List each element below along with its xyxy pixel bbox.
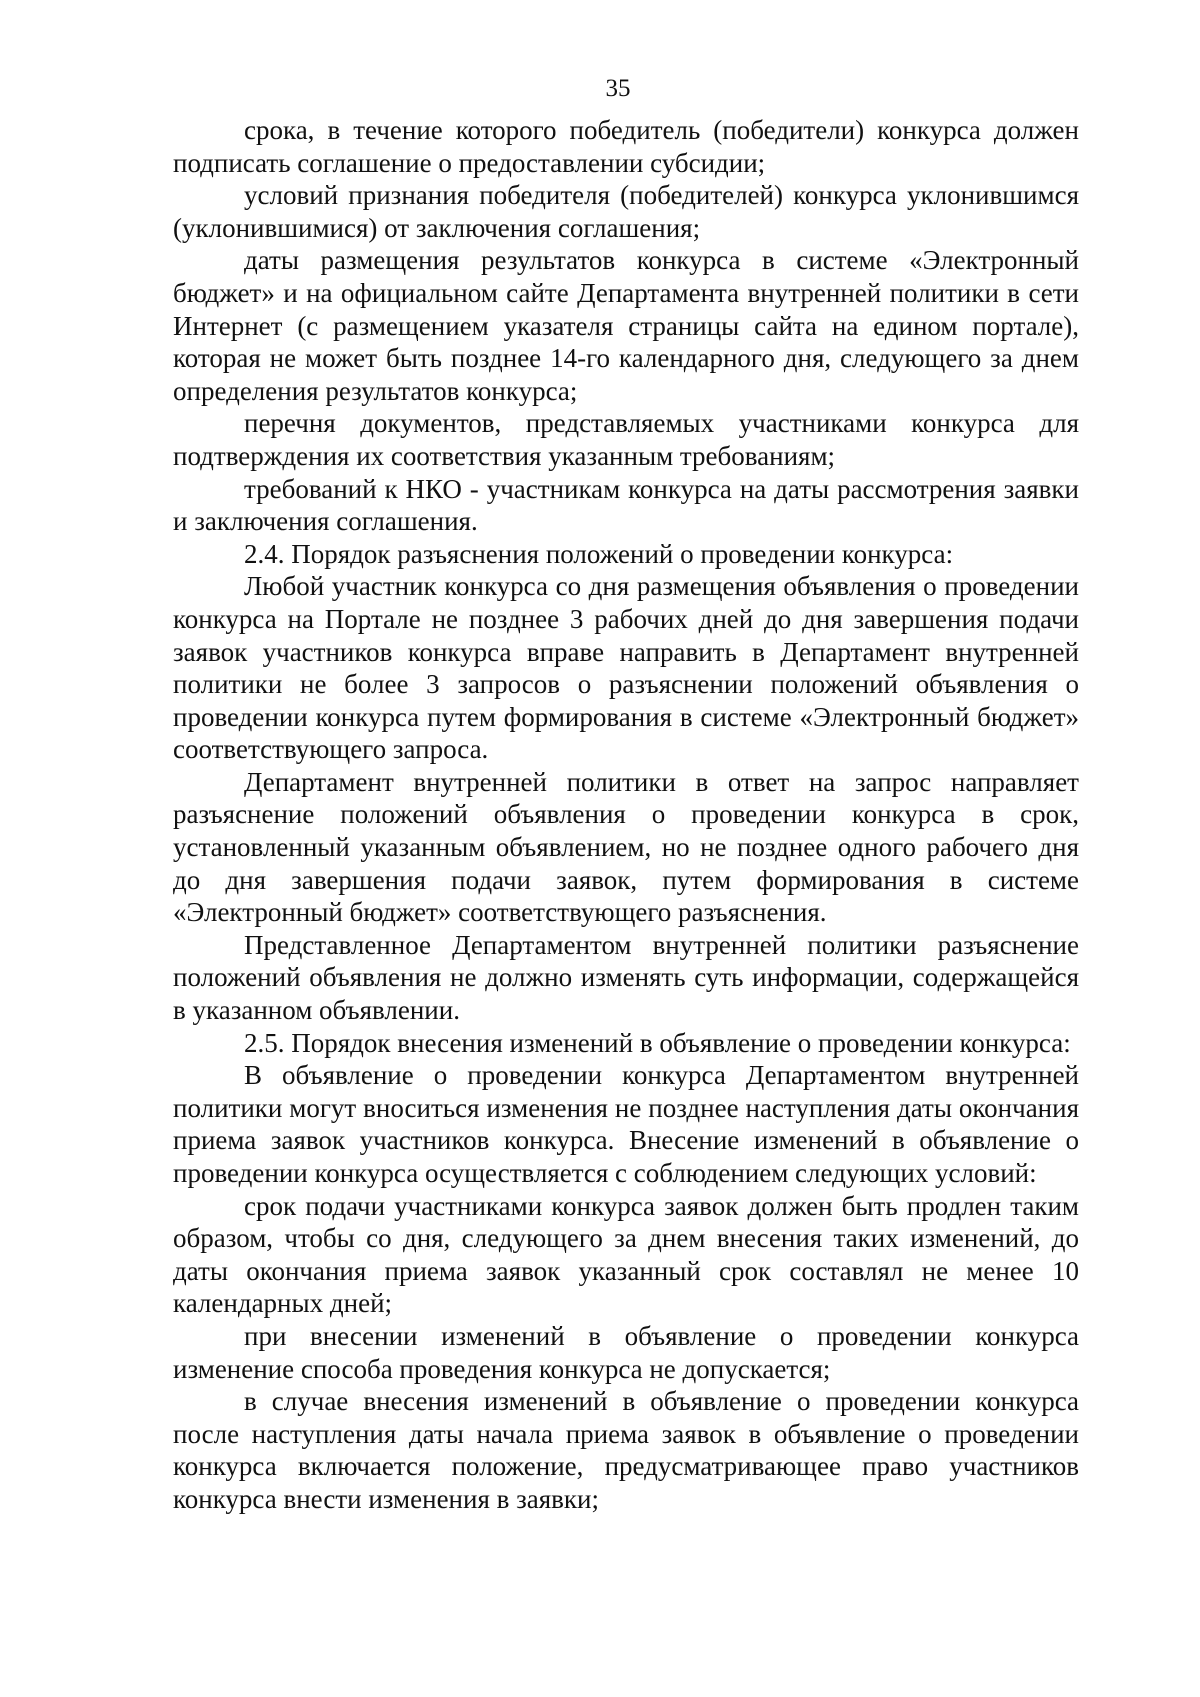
- paragraph-9: Представленное Департаментом внутренней политики разъяснение положений объявления не должно изменять суть информации, содержащейся в указанном объявлении.: [173, 929, 1079, 1026]
- page-number: 35: [605, 75, 631, 102]
- paragraph-8: Департамент внутренней политики в ответ на запрос направляет разъяснение положений объявления о проведении конкурса в срок, установленный указанным объявлением, но не позднее одного рабочего дня до дня завершения подачи заявок, путем формирования в системе «Электронный бюджет» соответствующего разъяснения.: [173, 766, 1079, 928]
- section-heading-2-5: 2.5. Порядок внесения изменений в объявление о проведении конкурса:: [244, 1027, 1071, 1058]
- document-body: [173, 114, 1079, 1516]
- paragraph-14: в случае внесения изменений в объявление о проведении конкурса после наступления даты начала приема заявок в объявление о проведении конкурса включается положение, предусматривающее право участников конкурса внести изменения в заявки;: [173, 1386, 1079, 1514]
- paragraph-11: В объявление о проведении конкурса Департаментом внутренней политики могут вноситься изменения не позднее наступления даты окончания приема заявок участников конкурса. Внесение изменений в объявление о проведении конкурса осуществляется с соблюдением следующих условий:: [173, 1060, 1079, 1188]
- paragraph-5: требований к НКО - участникам конкурса на даты рассмотрения заявки и заключения соглашения.: [173, 473, 1079, 537]
- paragraph-12: срок подачи участниками конкурса заявок должен быть продлен таким образом, чтобы со дня, следующего за днем внесения таких изменений, до даты окончания приема заявок указанный срок составлял не менее 10 календарных дней;: [173, 1190, 1079, 1319]
- paragraph-3: даты размещения результатов конкурса в системе «Электронный бюджет» и на официальном сайте Департамента внутренней политики в сети Интернет (с размещением указателя страницы сайта на едином портале), которая не может быть позднее 14-го календарного дня, следующего за днем определения результатов конкурса;: [173, 245, 1079, 406]
- paragraph-4: перечня документов, представляемых участниками конкурса для подтверждения их соответствия указанным требованиям;: [173, 408, 1079, 471]
- paragraph-13: при внесении изменений в объявление о проведении конкурса изменение способа проведения конкурса не допускается;: [173, 1320, 1079, 1384]
- section-heading-2-4: 2.4. Порядок разъяснения положений о проведении конкурса:: [244, 538, 954, 569]
- paragraph-7: Любой участник конкурса со дня размещения объявления о проведении конкурса на Портале не позднее 3 рабочих дней до дня завершения подачи заявок участников конкурса вправе направить в Департамент внутренней политики не более 3 запросов о разъяснении положений объявления о проведении конкурса путем формирования в системе «Электронный бюджет» соответствующего запроса.: [173, 571, 1079, 765]
- paragraph-1: срока, в течение которого победитель (победители) конкурса должен подписать соглашение о предоставлении субсидии;: [173, 115, 1079, 178]
- paragraph-2: условий признания победителя (победителей) конкурса уклонившимся (уклонившимися) от заключения соглашения;: [173, 180, 1079, 243]
